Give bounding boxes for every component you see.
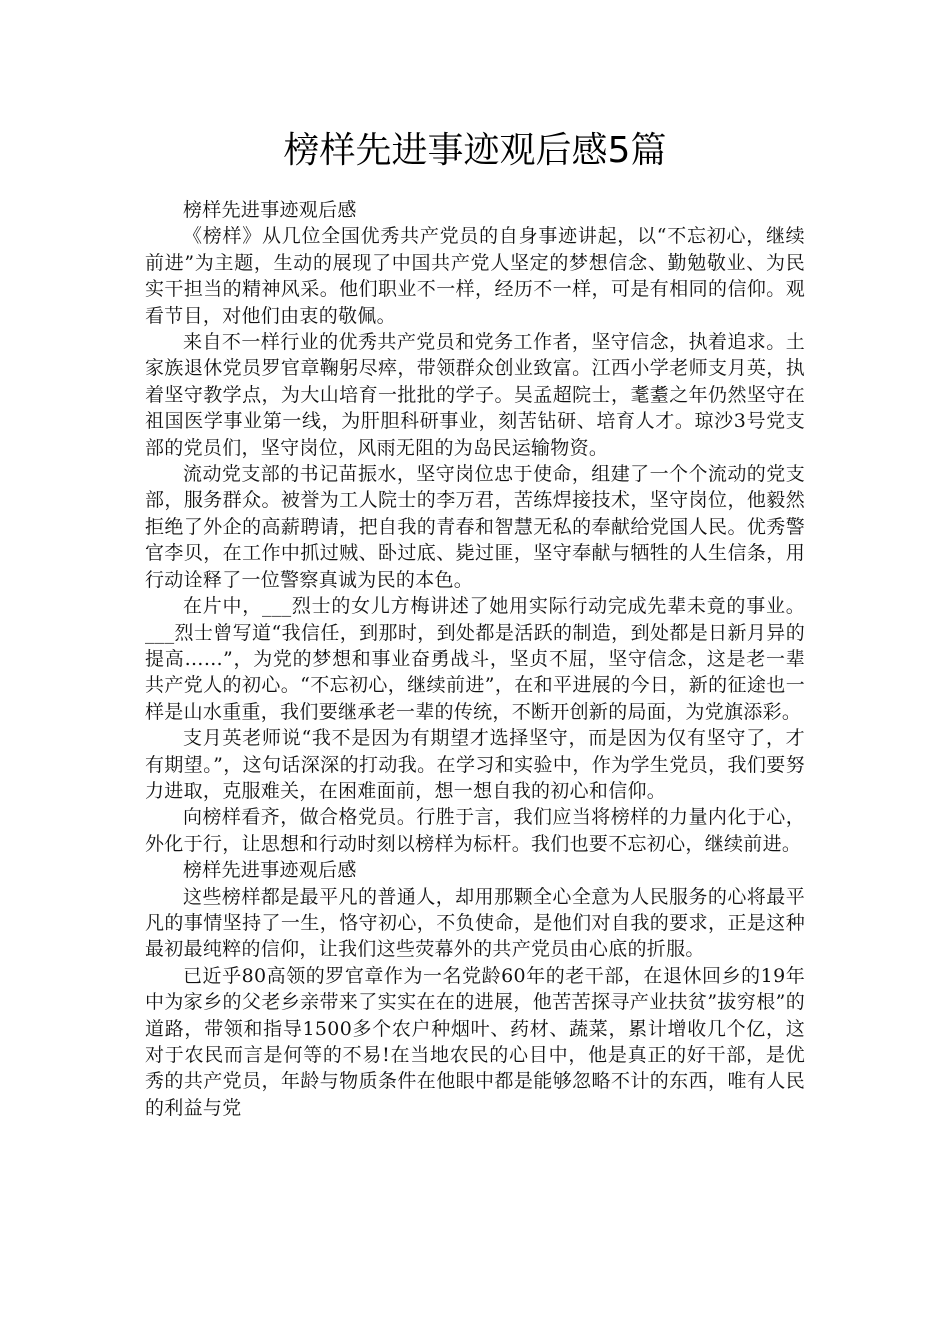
paragraph-heading-1: 榜样先进事迹观后感 xyxy=(183,199,357,221)
document-title: 榜样先进事迹观后感5篇 xyxy=(283,130,667,171)
paragraph-heading-2: 榜样先进事迹观后感 xyxy=(183,859,357,882)
paragraph: 这些榜样都是最平凡的普通人，却用那颗全心全意为人民服务的心将最平凡的事情坚持了一生，恪守初心，不负使命，是他们对自我的要求，正是这种最初最纯粹的信仰，让我们这些荧幕外的共产党员由心底的折服。 xyxy=(145,885,805,961)
paragraph: 已近乎80高领的罗官章作为一名党龄60年的老干部，在退休回乡的19年中为家乡的父老乡亲带来了实实在在的进展，他苦苦探寻产业扶贫”拔穷根”的道路，带领和指导1500多个农户种烟叶、药材、蔬菜，累计增收几个亿，这对于农民而言是何等的不易!在当地农民的心目中，他是真正的好干部，是优秀的共产党员，年龄与物质条件在他眼中都是能够忽略不计的东西，唯有人民的利益与党 xyxy=(145,964,805,1119)
paragraph: 支月英老师说“我不是因为有期望才选择坚守，而是因为仅有坚守了，才有期望。”，这句话深深的打动我。在学习和实验中，作为学生党员，我们要努力进取，克服难关，在困难面前，想一想自我的初心和信仰。 xyxy=(145,727,805,802)
paragraph: 流动党支部的书记苗振水，坚守岗位忠于使命，组建了一个个流动的党支部，服务群众。被誉为工人院士的李万君，苦练焊接技术，坚守岗位，他毅然拒绝了外企的高薪聘请，把自我的青春和智慧无私的奉献给党国人民。优秀警官李贝，在工作中抓过贼、卧过底、毙过匪，坚守奉献与牺牲的人生信条，用行动诠释了一位警察真诚为民的本色。 xyxy=(145,463,805,591)
paragraph: 向榜样看齐，做合格党员。行胜于言，我们应当将榜样的力量内化于心，外化于行，让思想和行动时刻以榜样为标杆。我们也要不忘初心，继续前进。 xyxy=(145,806,805,855)
paragraph: 《榜样》从几位全国优秀共产党员的自身事迹讲起，以“不忘初心，继续前进”为主题，生动的展现了中国共产党人坚定的梦想信念、勤勉敬业、为民实干担当的精神风采。他们职业不一样，经历不一样，可是有相同的信仰。观看节目，对他们由衷的敬佩。 xyxy=(145,225,805,327)
document-body xyxy=(145,197,805,1121)
paragraph: 来自不一样行业的优秀共产党员和党务工作者，坚守信念，执着追求。土家族退休党员罗官章鞠躬尽瘁，带领群众创业致富。江西小学老师支月英，执着坚守教学点，为大山培育一批批的学子。吴孟超院士，耄耋之年仍然坚守在祖国医学事业第一线，为肝胆科研事业，刻苦钻研、培育人才。琼沙3号党支部的党员们，坚守岗位，风雨无阻的为岛民运输物资。 xyxy=(145,331,805,459)
paragraph: 在片中，___烈士的女儿方梅讲述了她用实际行动完成先辈未竟的事业。___烈士曾写道“我信任，到那时，到处都是活跃的制造，到处都是日新月异的提高……”，为党的梦想和事业奋勇战斗，坚贞不屈，坚守信念，这是老一辈共产党人的初心。“不忘初心，继续前进”，在和平进展的今日，新的征途也一样是山水重重，我们要继承老一辈的传统，不断开创新的局面，为党旗添彩。 xyxy=(145,595,805,723)
